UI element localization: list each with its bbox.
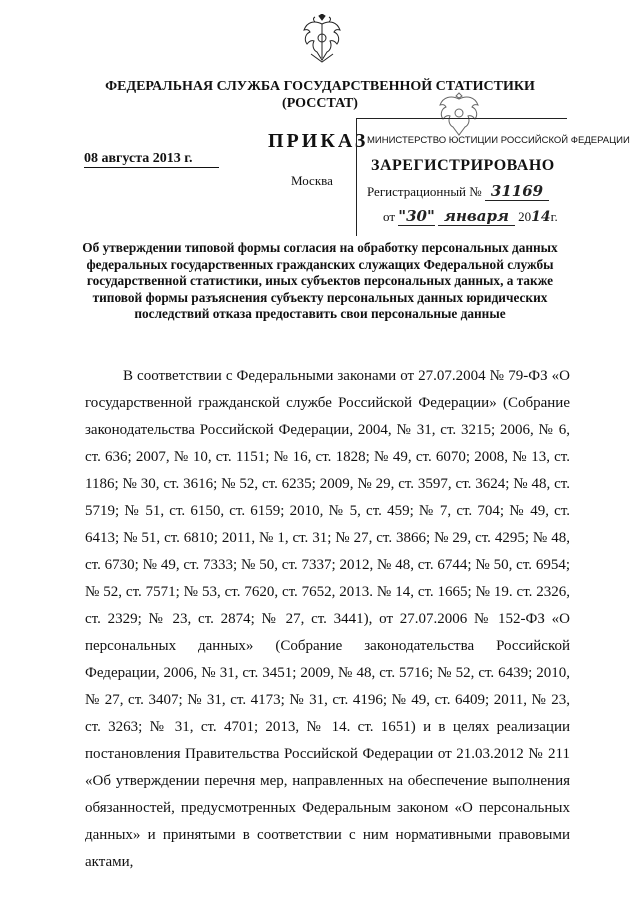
stamp-ministry: МИНИСТЕРСТВО ЮСТИЦИИ РОССИЙСКОЙ ФЕДЕРАЦИИ [367, 135, 630, 146]
stamp-emblem-icon [437, 91, 481, 137]
regnum-label: Регистрационный № [367, 184, 482, 199]
order-date: 08 августа 2013 г. [84, 151, 219, 168]
stamp-date-day: "30" [398, 207, 435, 225]
stamp-date [383, 207, 558, 226]
order-city: Москва [291, 173, 333, 188]
stamp-registration-number [367, 182, 549, 201]
regnum-value: 31169 [485, 182, 549, 201]
stamp-date-prefix: от [383, 209, 396, 224]
stamp-date-year: 14 [531, 209, 551, 225]
stamp-registered: ЗАРЕГИСТРИРОВАНО [371, 157, 555, 174]
stamp-date-month: января [438, 207, 515, 226]
stamp-date-year-prefix: 20 [518, 209, 532, 224]
document-type: ПРИКАЗ [268, 130, 369, 152]
agency-abbreviation: (РОССТАТ) [282, 96, 358, 111]
state-emblem-icon [301, 14, 343, 64]
body-paragraph: В соответствии с Федеральными законами от 27.07.2004 № 79-ФЗ «О государственной гражданской службе Российской Федерации» (Собрание законодательства Российской Федерации, 2004, № 31, ст. 3215; 2006, № 6, ст. 636; 2007, № 10, ст. 1151; № 16, ст. 1828; № 49, ст. 6070; 2008, № 13, ст. 1186; № 30, ст. 3616; № 52, ст. 6235; 2009, № 29, ст. 3597, ст. 3624; № 48, ст. 5719; № 51, ст. 6150, ст. 6159; 2010, № 5, ст. 459; № 7, ст. 704; № 49, ст. 6413; № 51, ст. 6810; 2011, № 1, ст. 31; № 27, ст. 3866; № 29, ст. 4295; № 48, ст. 6730; № 49, ст. 7333; № 50, ст. 7337; 2012, № 48, ст. 6744; № 50, ст. 6954; № 52, ст. 7571; № 53, ст. 7620, ст. 7652, 2013. № 14, ст. 1665; № 19. ст. 2326, ст. 2329; № 23, ст. 2874; № 27, ст. 3441), от 27.07.2006 № 152-ФЗ «О персональных данных» (Собрание законодательства Российской Федерации, 2006, № 31, ст. 3451; 2009, № 48, ст. 5716; № 52, ст. 6439; 2010, № 27, ст. 3407; № 31, ст. 4173; № 31, ст. 4196; № 49, ст. 6409; 2011, № 23, ст. 3263; № 31, ст. 4701; 2013, № 14. ст. 1651) и в целях реализации постановления Правительства Российской Федерации от 21.03.2012 № 211 «Об утверждении перечня мер, направленных на обеспечение выполнения обязанностей, предусмотренных Федеральным законом «О персональных данных» и принятыми в соответствии с ним нормативными правовыми актами, [85, 368, 570, 870]
agency-name: ФЕДЕРАЛЬНАЯ СЛУЖБА ГОСУДАРСТВЕННОЙ СТАТИСТИКИ [105, 79, 535, 94]
stamp-date-suffix: г. [550, 209, 558, 224]
document-body [85, 363, 570, 876]
agency-header [70, 78, 570, 112]
registration-stamp [356, 118, 630, 236]
document-title: Об утверждении типовой формы согласия на обработку персональных данных федеральных государственных гражданских служащих Федеральной службы государственной статистики, иных субъектов персональных данных, а также типовой формы разъяснения субъекту персональных данных юридических последствий отказа предоставить свои персональные данные [82, 240, 558, 321]
